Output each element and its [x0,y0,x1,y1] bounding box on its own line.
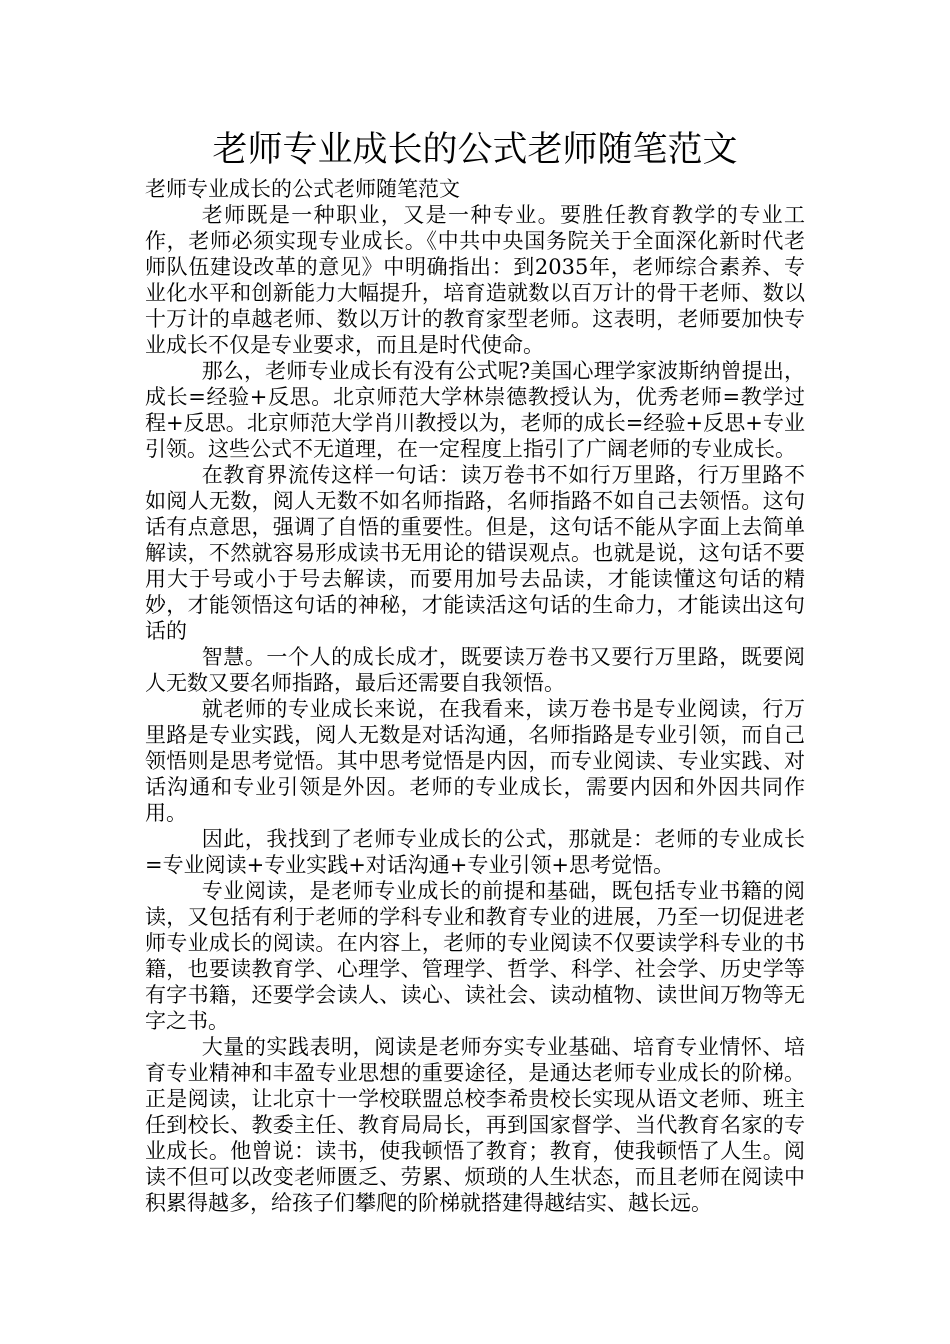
paragraph-5: 就老师的专业成长来说，在我看来，读万卷书是专业阅读，行万里路是专业实践，阅人无数是对话沟通，名师指路是专业引领，而自己领悟则是思考觉悟。其中思考觉悟是内因，而专业阅读、专业实践、对话沟通和专业引领是外因。老师的专业成长，需要内因和外因共同作用。 [145,697,805,825]
document-subtitle: 老师专业成长的公式老师随笔范文 [145,177,460,201]
paragraph-4: 智慧。一个人的成长成才，既要读万卷书又要行万里路，既要阅人无数又要名师指路，最后还需要自我领悟。 [145,645,805,695]
paragraph-3: 在教育界流传这样一句话：读万卷书不如行万里路，行万里路不如阅人无数，阅人无数不如名师指路，名师指路不如自己去领悟。这句话有点意思，强调了自悟的重要性。但是，这句话不能从字面上去简单解读，不然就容易形成读书无用论的错误观点。也就是说，这句话不要用大于号或小于号去解读，而要用加号去品读，才能读懂这句话的精妙，才能领悟这句话的神秘，才能读活这句话的生命力，才能读出这句话的 [145,463,805,643]
paragraph-1: 老师既是一种职业，又是一种专业。要胜任教育教学的专业工作，老师必须实现专业成长。《中共中央国务院关于全面深化新时代老师队伍建设改革的意见》中明确指出：到2035年，老师综合素养、专业化水平和创新能力大幅提升，培育造就数以百万计的骨干老师、数以十万计的卓越老师、数以万计的教育家型老师。这表明，老师要加快专业成长不仅是专业要求，而且是时代使命。 [145,203,805,357]
document-page [145,124,805,1216]
paragraph-7: 专业阅读，是老师专业成长的前提和基础，既包括专业书籍的阅读，又包括有利于老师的学科专业和教育专业的进展，乃至一切促进老师专业成长的阅读。在内容上，老师的专业阅读不仅要读学科专业的书籍，也要读教育学、心理学、管理学、哲学、科学、社会学、历史学等有字书籍，还要学会读人、读心、读社会、读动植物、读世间万物等无字之书。 [145,879,805,1033]
document-title: 老师专业成长的公式老师随笔范文 [212,130,738,170]
paragraph-6: 因此，我找到了老师专业成长的公式，那就是：老师的专业成长=专业阅读+专业实践+对话沟通+专业引领+思考觉悟。 [145,827,805,877]
paragraph-8: 大量的实践表明，阅读是老师夯实专业基础、培育专业情怀、培育专业精神和丰盈专业思想的重要途径，是通达老师专业成长的阶梯。正是阅读，让北京十一学校联盟总校李希贵校长实现从语文老师、班主任到校长、教委主任、教育局局长，再到国家督学、当代教育名家的专业成长。他曾说：读书，使我顿悟了教育；教育，使我顿悟了人生。阅读不但可以改变老师匮乏、劳累、烦琐的人生状态，而且老师在阅读中积累得越多，给孩子们攀爬的阶梯就搭建得越结实、越长远。 [145,1035,805,1215]
paragraph-2: 那么，老师专业成长有没有公式呢?美国心理学家波斯纳曾提出，成长=经验+反思。北京师范大学林崇德教授认为，优秀老师=教学过程+反思。北京师范大学肖川教授以为，老师的成长=经验+反思+专业引领。这些公式不无道理，在一定程度上指引了广阔老师的专业成长。 [145,359,805,461]
